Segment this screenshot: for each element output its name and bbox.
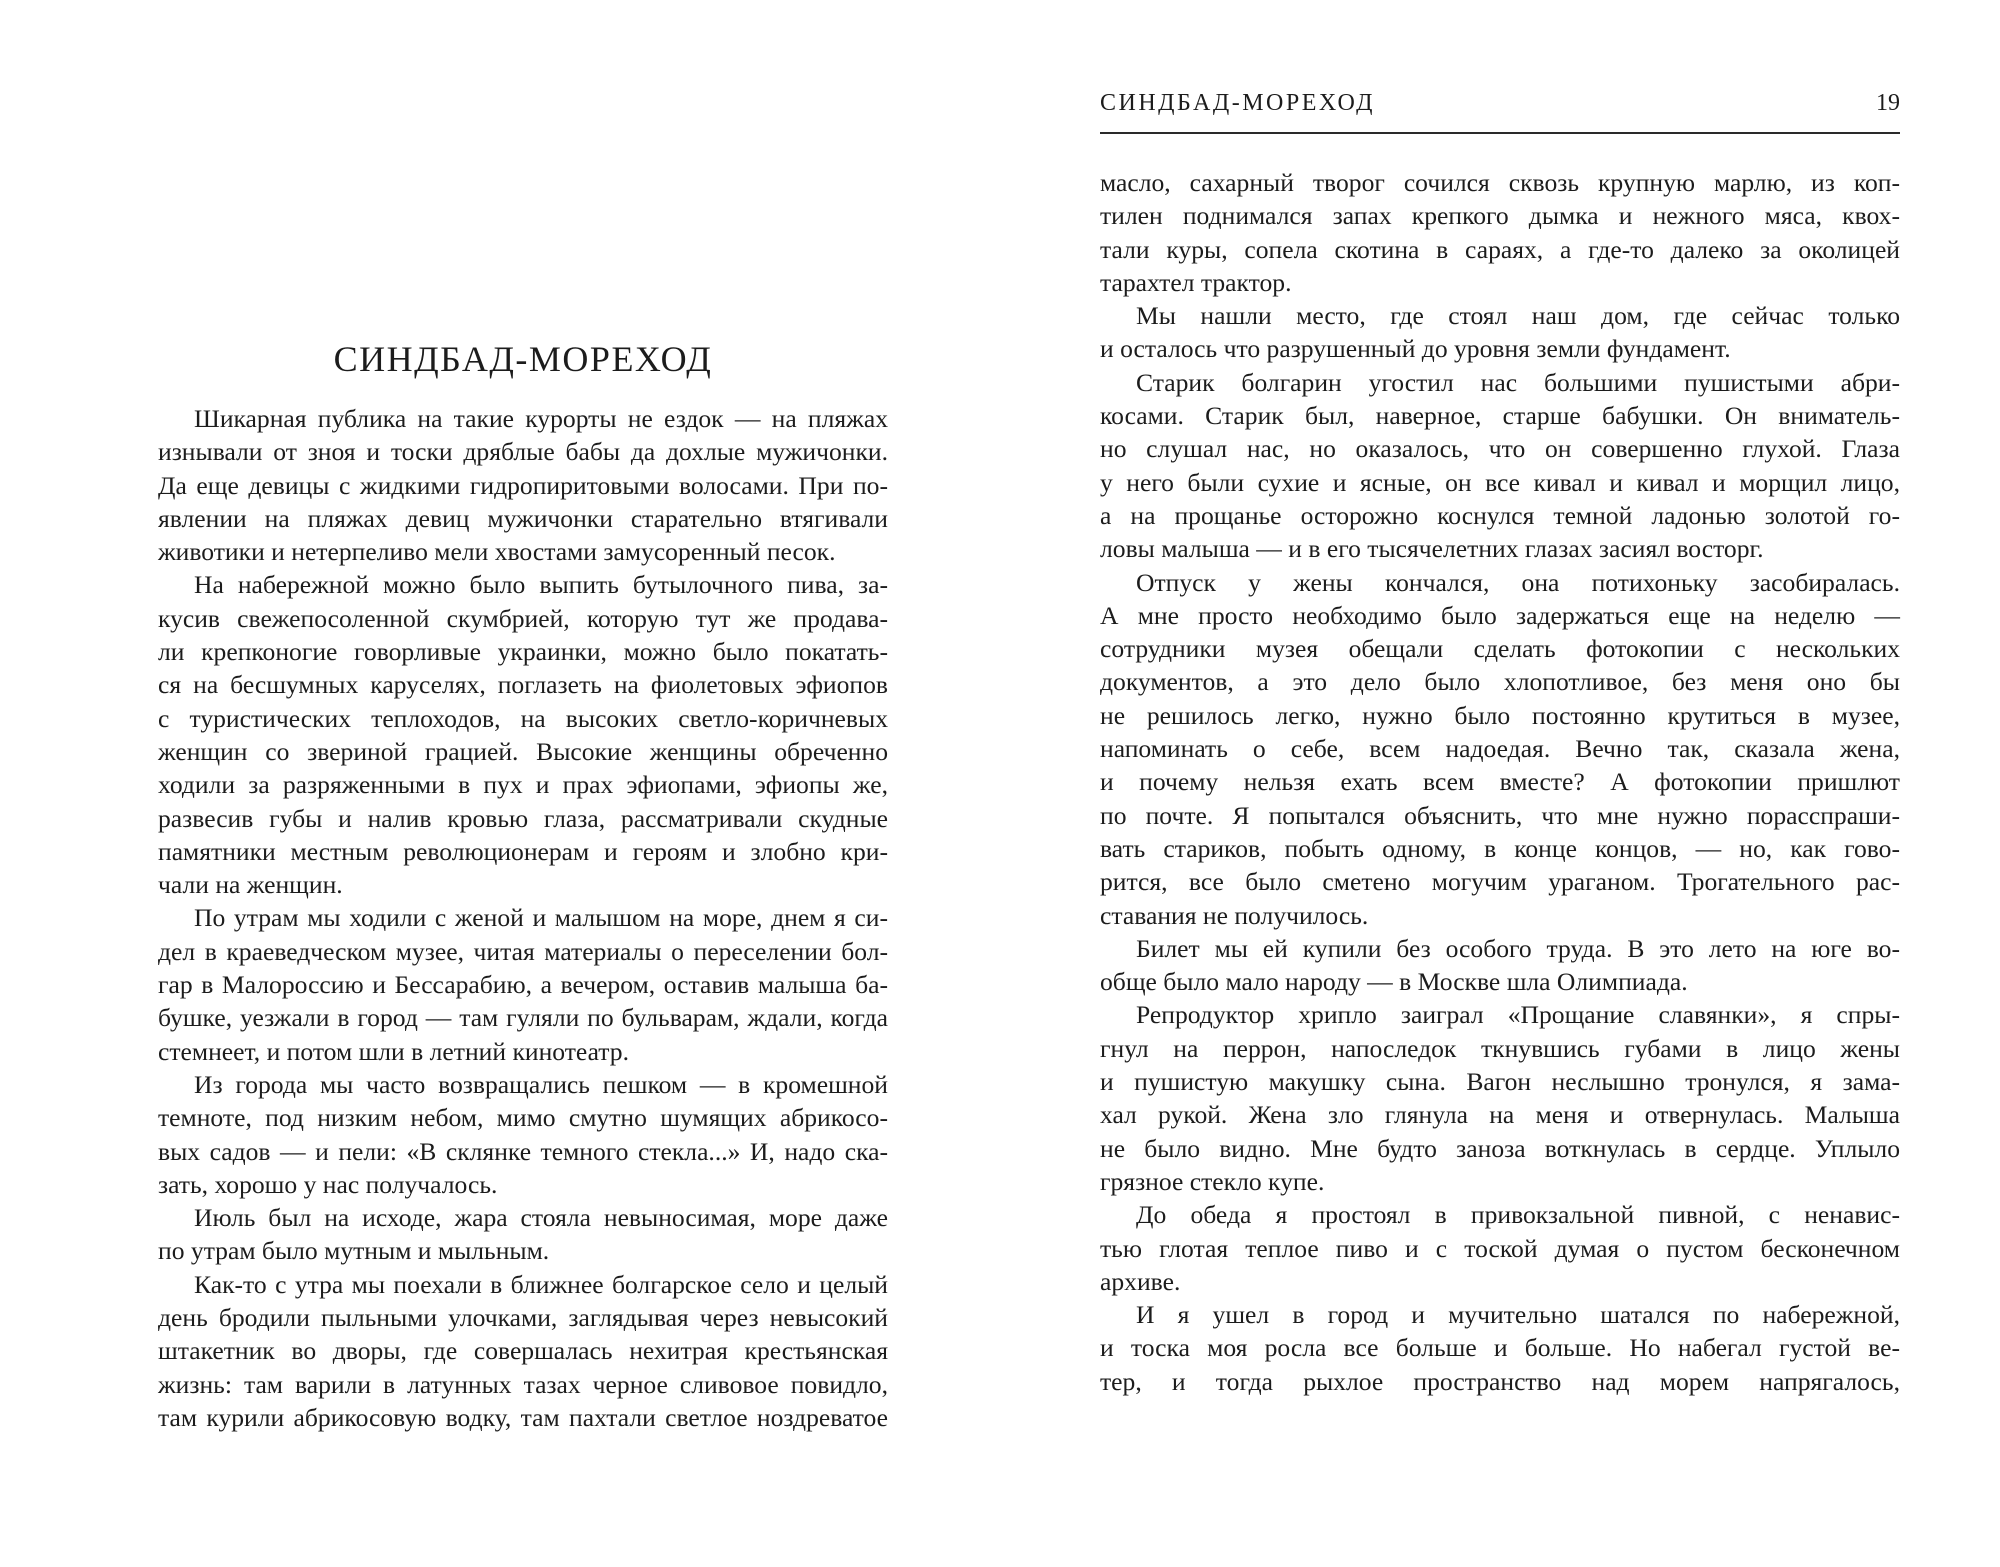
text-line: вых садов — и пели: «В склянке темного стекла...» И, надо ска-	[158, 1136, 888, 1166]
text-line: сотрудники музея обещали сделать фотокопии с нескольких	[1100, 634, 1900, 664]
text-line: дел в краеведческом музее, читая материалы о переселении бол-	[158, 936, 888, 966]
text-line: гар в Малороссию и Бессарабию, а вечером, оставив малыша ба-	[158, 970, 888, 1000]
running-title: СИНДБАД-МОРЕХОД	[1100, 90, 1376, 116]
text-line: ходили за разряженными в пух и прах эфиопами, эфиопы же,	[158, 770, 888, 800]
text-line: Мы нашли место, где стоял наш дом, где сейчас только	[1136, 301, 1900, 331]
running-header	[1100, 88, 1900, 134]
text-line: тарахтел трактор.	[1100, 267, 1292, 297]
text-line: не решилось легко, нужно было постоянно крутиться в музее,	[1100, 700, 1900, 730]
text-line: грязное стекло купе.	[1100, 1166, 1325, 1196]
text-line: Отпуск у жены кончался, она потихоньку засобиралась.	[1136, 567, 1900, 597]
story-title: СИНДБАД-МОРЕХОД	[333, 339, 713, 379]
text-line: Как-то с утра мы поехали в ближнее болгарское село и целый	[194, 1269, 888, 1299]
text-line: До обеда я простоял в привокзальной пивной, с ненавис-	[1136, 1200, 1900, 1230]
text-line: ловы малыша — и в его тысячелетних глазах засиял восторг.	[1100, 534, 1764, 564]
text-line: не было видно. Мне будто заноза воткнулась в сердце. Уплыло	[1100, 1133, 1900, 1163]
text-line: гнул на перрон, напоследок ткнувшись губами в лицо жены	[1100, 1033, 1900, 1063]
left-page-text	[158, 402, 888, 1434]
text-line: Шикарная публика на такие курорты не ездок — на пляжах	[194, 404, 888, 433]
text-line: тали куры, сопела скотина в сараях, а где-то далеко за околицей	[1100, 234, 1900, 264]
text-line: и осталось что разрушенный до уровня земли фундамент.	[1100, 334, 1731, 364]
text-line: темноте, под низким небом, мимо смутно шумящих абрикосо-	[158, 1103, 888, 1133]
text-line: На набережной можно было выпить бутылочного пива, за-	[194, 570, 888, 600]
text-line: Из города мы часто возвращались пешком — в кромешной	[194, 1069, 888, 1099]
text-line: по утрам было мутным и мыльным.	[158, 1236, 550, 1266]
text-line: изнывали от зноя и тоски дряблые бабы да дохлые мужичонки.	[158, 437, 888, 467]
text-line: но слушал нас, но оказалось, что он совершенно глухой. Глаза	[1100, 434, 1900, 464]
right-page	[1000, 0, 2000, 1567]
text-line: по почте. Я попытался объяснить, что мне нужно порасспраши-	[1100, 800, 1900, 830]
text-line: масло, сахарный творог сочился сквозь крупную марлю, из коп-	[1100, 168, 1900, 197]
text-line: А мне просто необходимо было задержаться еще на неделю —	[1100, 600, 1900, 630]
text-line: вать стариков, побыть одному, в конце концов, — но, как гово-	[1100, 833, 1900, 863]
text-line: По утрам мы ходили с женой и малышом на море, днем я си-	[194, 903, 888, 933]
text-line: обще было мало народу — в Москве шла Олимпиада.	[1100, 967, 1688, 997]
text-line: Да еще девицы с жидкими гидропиритовыми волосами. При по-	[158, 470, 888, 500]
text-line: косами. Старик был, наверное, старше бабушки. Он вниматель-	[1100, 401, 1900, 431]
text-line: кусив свежепосоленной скумбрией, которую тут же продава-	[158, 603, 888, 633]
text-line: рится, все было сметено могучим ураганом. Трогательного рас-	[1100, 867, 1900, 897]
text-line: И я ушел в город и мучительно шатался по набережной,	[1136, 1300, 1900, 1330]
text-line: там курили абрикосовую водку, там пахтали светлое ноздреватое	[158, 1402, 888, 1432]
text-line: архиве.	[1100, 1266, 1181, 1296]
text-line: ли крепконогие говорливые украинки, можно было покатать-	[158, 637, 888, 667]
text-line: у него были сухие и ясные, он все кивал и кивал и морщил лицо,	[1100, 467, 1900, 497]
text-line: с туристических теплоходов, на высоких светло-коричневых	[158, 703, 888, 733]
text-line: развесив губы и налив кровью глаза, рассматривали скудные	[158, 803, 888, 833]
right-page-text	[1100, 166, 1900, 1398]
text-line: документов, а это дело было хлопотливое, без меня оно бы	[1100, 667, 1900, 697]
text-line: животики и нетерпеливо мели хвостами замусоренный песок.	[158, 537, 836, 567]
text-line: чали на женщин.	[158, 870, 343, 900]
text-line: день бродили пыльными улочками, заглядывая через невысокий	[158, 1303, 888, 1333]
text-line: бушке, уезжали в город — там гуляли по бульварам, ждали, когда	[158, 1003, 888, 1033]
text-line: тью глотая теплое пиво и с тоской думая о пустом бесконечном	[1100, 1233, 1900, 1263]
text-line: напоминать о себе, всем надоедая. Вечно так, сказала жена,	[1100, 734, 1900, 764]
text-line: Билет мы ей купили без особого труда. В это лето на юге во-	[1136, 933, 1900, 963]
text-line: Репродуктор хрипло заиграл «Прощание славянки», я спры-	[1136, 1000, 1900, 1030]
text-line: хал рукой. Жена зло глянула на меня и отвернулась. Малыша	[1100, 1100, 1900, 1130]
text-line: памятники местным революционерам и героям и злобно кри-	[158, 836, 888, 866]
text-line: явлении на пляжах девиц мужичонки старательно втягивали	[158, 503, 888, 533]
text-line: ставания не получилось.	[1100, 900, 1369, 930]
text-line: а на прощанье осторожно коснулся темной ладонью золотой го-	[1100, 500, 1900, 530]
text-line: и почему нельзя ехать всем вместе? А фотокопии пришлют	[1100, 767, 1900, 797]
text-line: штакетник во дворы, где совершалась нехитрая крестьянская	[158, 1336, 888, 1366]
text-line: тер, и тогда рыхлое пространство над морем напрягалось,	[1100, 1366, 1900, 1396]
text-line: женщин со звериной грацией. Высокие женщины обреченно	[158, 736, 888, 766]
text-line: жизнь: там варили в латунных тазах черное сливовое повидло,	[158, 1369, 888, 1399]
text-line: ся на бесшумных каруселях, поглазеть на фиолетовых эфиопов	[158, 670, 888, 700]
text-line: и пушистую макушку сына. Вагон неслышно тронулся, я зама-	[1100, 1067, 1900, 1097]
text-line: стемнеет, и потом шли в летний кинотеатр.	[158, 1036, 629, 1066]
text-line: тилен поднимался запах крепкого дымка и нежного мяса, квох-	[1100, 201, 1900, 231]
text-line: Старик болгарин угостил нас большими пушистыми абри-	[1136, 367, 1900, 397]
text-line: и тоска моя росла все больше и больше. Но набегал густой ве-	[1100, 1333, 1900, 1363]
page-number: 19	[1876, 90, 1900, 116]
text-line: зать, хорошо у нас получалось.	[158, 1169, 498, 1199]
text-line: Июль был на исходе, жара стояла невыносимая, море даже	[194, 1203, 888, 1233]
